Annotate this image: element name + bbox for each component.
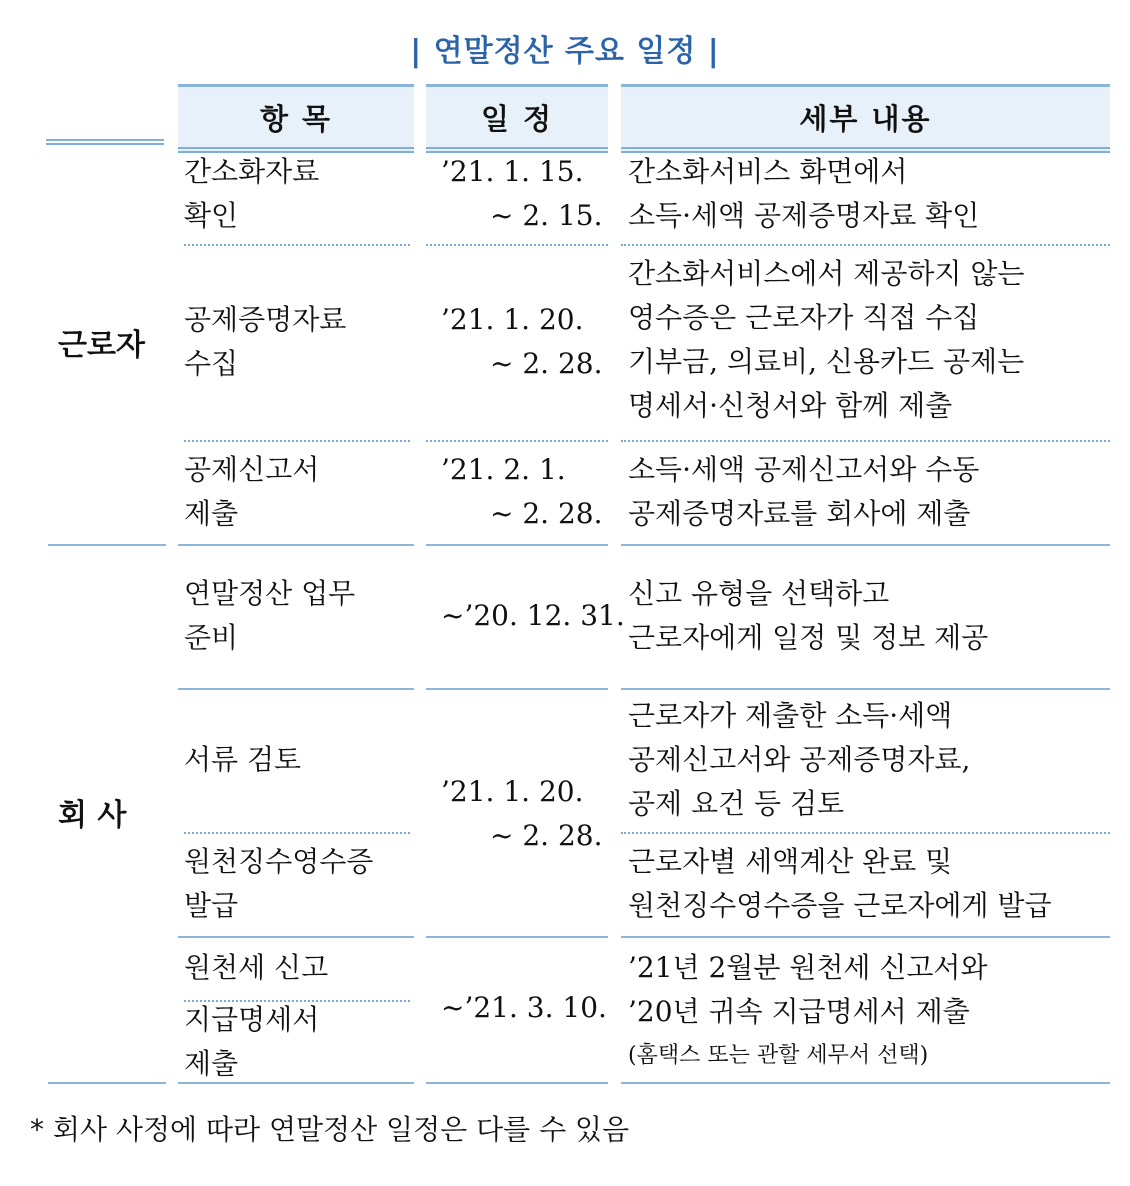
- row2-date-start: ’21. 1. 20.: [441, 303, 584, 336]
- group-divider: [621, 544, 1110, 546]
- row5-date-end: ~ 2. 28.: [490, 819, 603, 852]
- row-divider: [621, 440, 1110, 442]
- row7-detail: ’21년 2월분 원천세 신고서와 ’20년 귀속 지급명세서 제출 (홈택스 또는 관할 세무서 선택): [628, 951, 988, 1068]
- row6-item: 원천징수영수증 발급: [184, 845, 374, 922]
- row3-detail: 소득·세액 공제신고서와 수동 공제증명자료를 회사에 제출: [628, 453, 980, 530]
- row-divider: [426, 244, 608, 246]
- row2-detail: 간소화서비스에서 제공하지 않는 영수증은 근로자가 직접 수집 기부금, 의료비, 신용카드 공제는 명세서·신청서와 함께 제출: [628, 257, 1025, 422]
- row7-item-b: 지급명세서 제출: [184, 1003, 320, 1080]
- group-divider: [48, 544, 166, 546]
- row-divider: [426, 936, 608, 938]
- row6-detail: 근로자별 세액계산 완료 및 원천징수영수증을 근로자에게 발급: [628, 845, 1052, 922]
- group-worker: 근로자: [58, 328, 145, 363]
- group-divider: [426, 544, 608, 546]
- row-divider: [621, 832, 1110, 834]
- table-bottom-rule: [178, 1082, 414, 1084]
- row1-date-end: ~ 2. 15.: [490, 199, 603, 232]
- row-divider: [426, 440, 608, 442]
- row1-detail: 간소화서비스 화면에서 소득·세액 공제증명자료 확인: [628, 155, 980, 232]
- row-divider: [621, 688, 1110, 690]
- row5-detail: 근로자가 제출한 소득·세액 공제신고서와 공제증명자료, 공제 요건 등 검토: [628, 699, 971, 820]
- row1-item: 간소화자료 확인: [184, 155, 320, 232]
- row2-item: 공제증명자료 수집: [184, 303, 347, 380]
- group-divider: [178, 544, 414, 546]
- header-rule-left: [46, 139, 164, 145]
- row3-date-end: ~ 2. 28.: [490, 497, 603, 530]
- row-divider: [178, 688, 414, 690]
- row4-item: 연말정산 업무 준비: [184, 577, 356, 654]
- row-divider: [621, 244, 1110, 246]
- row-divider: [184, 440, 410, 442]
- row-divider: [426, 688, 608, 690]
- row5-item: 서류 검토: [184, 743, 302, 776]
- row4-date: ~’20. 12. 31.: [441, 599, 625, 632]
- row-divider: [184, 832, 410, 834]
- footnote: * 회사 사정에 따라 연말정산 일정은 다를 수 있음: [30, 1113, 630, 1146]
- row1-date-start: ’21. 1. 15.: [441, 155, 584, 188]
- header-schedule: 일 정: [426, 84, 608, 153]
- row-divider: [184, 244, 410, 246]
- row3-item: 공제신고서 제출: [184, 453, 320, 530]
- header-item: 항 목: [178, 84, 414, 153]
- group-company: 회 사: [58, 798, 127, 833]
- page-title: | 연말정산 주요 일정 |: [410, 34, 720, 69]
- row-divider: [621, 936, 1110, 938]
- row-divider: [178, 936, 414, 938]
- header-detail: 세부 내용: [621, 84, 1110, 153]
- row5-date-start: ’21. 1. 20.: [441, 775, 584, 808]
- row7-item-a: 원천세 신고: [184, 951, 329, 984]
- row3-date-start: ’21. 2. 1.: [441, 453, 566, 486]
- table-bottom-rule: [48, 1082, 166, 1084]
- table-bottom-rule: [426, 1082, 608, 1084]
- table-bottom-rule: [621, 1082, 1110, 1084]
- row4-detail: 신고 유형을 선택하고 근로자에게 일정 및 정보 제공: [628, 577, 989, 654]
- row2-date-end: ~ 2. 28.: [490, 347, 603, 380]
- row7-date: ~’21. 3. 10.: [441, 991, 607, 1024]
